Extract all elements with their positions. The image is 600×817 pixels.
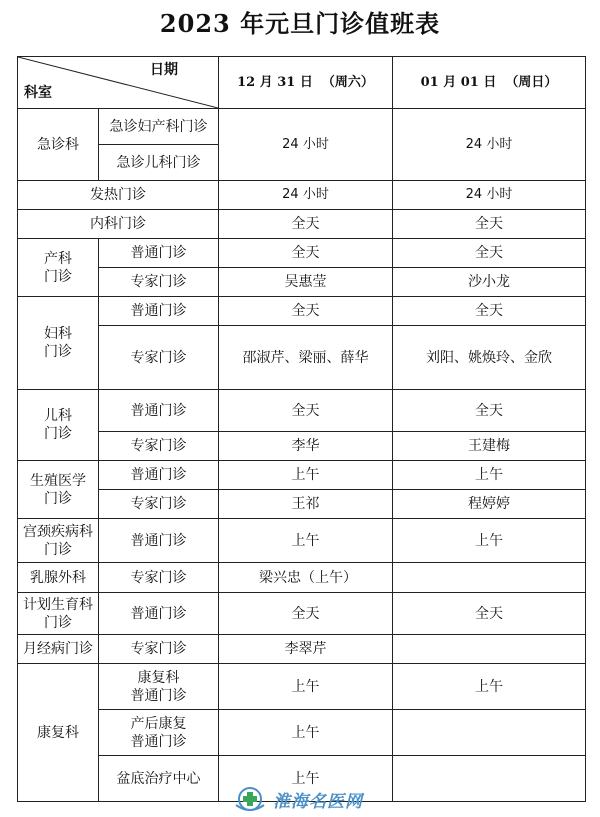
table-row [18,181,586,210]
schedule-cell: 上午 [219,461,393,490]
corner-header-cell [18,57,219,109]
table-row [18,109,586,145]
dept-cell: 产科 门诊 [18,239,99,297]
medical-cross-logo-icon [233,785,267,813]
doctor-cell: 梁兴忠（上午） [219,563,393,593]
doctor-cell: 邵淑芹、梁丽、薛华 [219,326,393,390]
dept-cell: 内科门诊 [18,210,219,239]
schedule-cell: 全天 [393,239,586,268]
sub-clinic-cell: 产后康复 普通门诊 [99,710,219,756]
table-row [18,635,586,664]
dept-cell: 计划生育科 门诊 [18,593,99,635]
table-row [18,210,586,239]
doctor-cell: 刘阳、姚焕玲、金欣 [393,326,586,390]
schedule-cell: 全天 [393,210,586,239]
schedule-cell: 全天 [393,297,586,326]
page-title: 2023 年元旦门诊值班表 [159,9,441,38]
date-header-1: 12 月 31 日 （周六） [219,57,393,109]
schedule-cell: 上午 [219,664,393,710]
table-row [18,390,586,432]
schedule-cell: 上午 [393,461,586,490]
date-header-2: 01 月 01 日 （周日） [393,57,586,109]
schedule-cell: 全天 [219,210,393,239]
dept-cell: 月经病门诊 [18,635,99,664]
dept-cell: 儿科 门诊 [18,390,99,461]
duty-schedule-table [17,56,586,802]
table-row [18,239,586,268]
schedule-cell: 上午 [219,710,393,756]
doctor-cell [393,635,586,664]
clinic-type-cell: 专家门诊 [99,268,219,297]
sub-clinic-cell: 康复科 普通门诊 [99,664,219,710]
schedule-cell: 24 小时 [393,109,586,181]
table-row [18,461,586,490]
table-header-row [18,57,586,109]
dept-cell: 宫颈疾病科 门诊 [18,519,99,563]
table-row [18,593,586,635]
dept-cell: 生殖医学 门诊 [18,461,99,519]
clinic-type-cell: 普通门诊 [99,461,219,490]
table-row [18,563,586,593]
clinic-type-cell: 普通门诊 [99,390,219,432]
dept-cell: 康复科 [18,664,99,802]
doctor-cell: 李华 [219,432,393,461]
schedule-cell: 上午 [393,664,586,710]
clinic-type-cell: 专家门诊 [99,432,219,461]
dept-cell: 乳腺外科 [18,563,99,593]
doctor-cell [393,563,586,593]
table-row [18,268,586,297]
table-row [18,326,586,390]
schedule-cell: 全天 [219,390,393,432]
doctor-cell: 吴惠莹 [219,268,393,297]
clinic-type-cell: 专家门诊 [99,490,219,519]
clinic-type-cell: 专家门诊 [99,326,219,390]
clinic-type-cell: 专家门诊 [99,635,219,664]
sub-clinic-cell: 急诊儿科门诊 [99,145,219,181]
schedule-cell: 24 小时 [219,181,393,210]
watermark-text: 淮海名医网 [273,792,363,812]
clinic-type-cell: 普通门诊 [99,519,219,563]
doctor-cell: 李翠芹 [219,635,393,664]
schedule-cell: 24 小时 [393,181,586,210]
doctor-cell: 王祁 [219,490,393,519]
schedule-cell [393,756,586,802]
schedule-cell: 上午 [219,756,393,802]
schedule-cell [393,710,586,756]
dept-cell: 急诊科 [18,109,99,181]
doctor-cell: 王建梅 [393,432,586,461]
sub-clinic-cell: 盆底治疗中心 [99,756,219,802]
table-row [18,432,586,461]
department-corner-label: 科室 [24,85,52,101]
clinic-type-cell: 普通门诊 [99,239,219,268]
date-corner-label: 日期 [150,62,178,78]
table-row [18,664,586,710]
table-row [18,490,586,519]
schedule-cell: 上午 [219,519,393,563]
schedule-cell: 24 小时 [219,109,393,181]
schedule-cell: 上午 [393,519,586,563]
schedule-cell: 全天 [219,239,393,268]
clinic-type-cell: 专家门诊 [99,563,219,593]
schedule-cell: 全天 [219,297,393,326]
dept-cell: 发热门诊 [18,181,219,210]
schedule-cell: 全天 [219,593,393,635]
table-row [18,297,586,326]
schedule-cell: 全天 [393,593,586,635]
table-row [18,519,586,563]
table-row [18,710,586,756]
dept-cell: 妇科 门诊 [18,297,99,390]
sub-clinic-cell: 急诊妇产科门诊 [99,109,219,145]
clinic-type-cell: 普通门诊 [99,297,219,326]
watermark [233,785,393,813]
clinic-type-cell: 普通门诊 [99,593,219,635]
doctor-cell: 程婷婷 [393,490,586,519]
schedule-cell: 全天 [393,390,586,432]
doctor-cell: 沙小龙 [393,268,586,297]
